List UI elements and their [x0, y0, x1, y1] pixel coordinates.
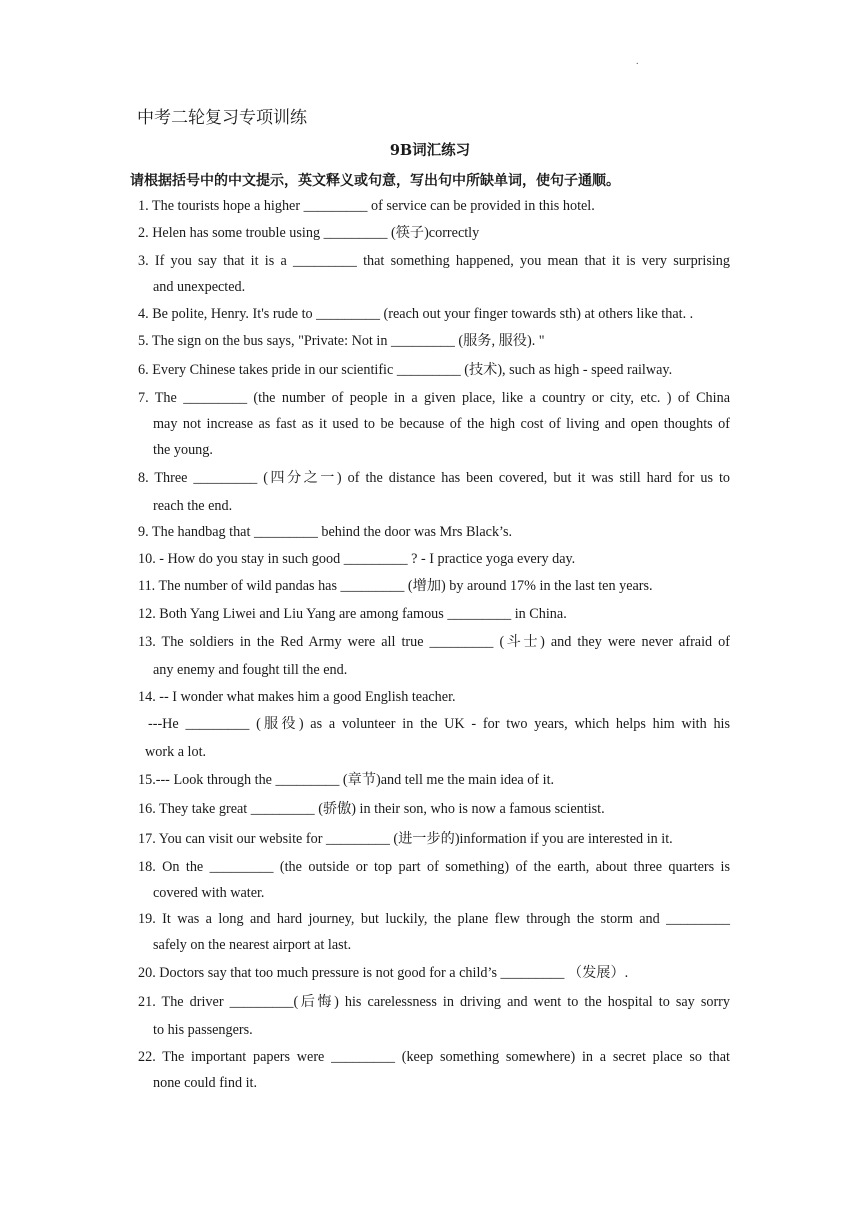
question-text-cont: covered with water. — [153, 885, 265, 901]
question-text: 1. The tourists hope a higher _________ of service can be provided in this hotel. — [138, 198, 595, 214]
page-marker-dot: . — [636, 56, 639, 67]
series-header: 中考二轮复习专项训练 — [137, 108, 307, 128]
question-text: 17. You can visit our website for _________ (进一步的)information if you are interested in it. — [138, 831, 673, 847]
question-text: 13. The soldiers in the Red Army were all true _________ (斗士) and they were never afraid of — [138, 634, 730, 650]
question-text-cont: to his passengers. — [153, 1022, 253, 1038]
question-text-cont: ---He _________ (服役) as a volunteer in the UK - for two years, which helps him with his — [148, 716, 730, 732]
question-text: 22. The important papers were _________ (keep something somewhere) in a secret place so that — [138, 1049, 730, 1065]
question-text-cont: reach the end. — [153, 498, 233, 514]
question-text: 7. The _________ (the number of people in a given place, like a country or city, etc. ) of China — [138, 390, 730, 406]
question-text-cont: and unexpected. — [153, 279, 246, 295]
question-text: 9. The handbag that _________ behind the door was Mrs Black’s. — [138, 524, 513, 540]
question-text: 3. If you say that it is a _________ that something happened, you mean that it is very surprising — [138, 253, 730, 269]
question-text: 20. Doctors say that too much pressure is not good for a child’s _________ （发展）. — [138, 965, 629, 981]
question-text: 21. The driver _________(后悔) his carelessness in driving and went to the hospital to say sorry — [138, 994, 730, 1010]
page-title: 9B词汇练习 — [389, 142, 471, 159]
question-text-cont: none could find it. — [153, 1075, 258, 1091]
question-text-cont: work a lot. — [145, 744, 207, 760]
question-text-cont: safely on the nearest airport at last. — [153, 937, 352, 953]
question-text: 11. The number of wild pandas has _________ (增加) by around 17% in the last ten years. — [138, 578, 653, 594]
question-text-cont: the young. — [153, 442, 213, 458]
instruction: 请根据括号中的中文提示，英文释义或句意，写出句中所缺单词，使句子通顺。 — [130, 173, 620, 189]
question-text: 5. The sign on the bus says, "Private: Not in _________ (服务, 服役). " — [138, 333, 545, 349]
question-text: 18. On the _________ (the outside or top part of something) of the earth, about three quarters is — [138, 859, 730, 875]
question-text: 12. Both Yang Liwei and Liu Yang are among famous _________ in China. — [138, 606, 567, 622]
question-text: 16. They take great _________ (骄傲) in their son, who is now a famous scientist. — [138, 801, 605, 817]
question-text: 14. -- I wonder what makes him a good English teacher. — [138, 689, 456, 705]
question-text-cont: may not increase as fast as it used to be because of the high cost of living and open thoughts of — [153, 416, 730, 432]
question-text: 15.--- Look through the _________ (章节)and tell me the main idea of it. — [138, 772, 555, 788]
question-text: 6. Every Chinese takes pride in our scientific _________ (技术), such as high - speed railway. — [138, 362, 673, 378]
question-text-cont: any enemy and fought till the end. — [153, 662, 348, 678]
question-text: 4. Be polite, Henry. It's rude to _________ (reach out your finger towards sth) at others like that. . — [138, 306, 694, 322]
question-text: 19. It was a long and hard journey, but luckily, the plane flew through the storm and _________ — [138, 911, 730, 927]
question-text: 10. - How do you stay in such good _________ ? - I practice yoga every day. — [138, 551, 576, 567]
question-text: 2. Helen has some trouble using _________ (筷子)correctly — [138, 225, 480, 241]
question-text: 8. Three _________ (四分之一) of the distance has been covered, but it was still hard for us to — [138, 470, 730, 486]
